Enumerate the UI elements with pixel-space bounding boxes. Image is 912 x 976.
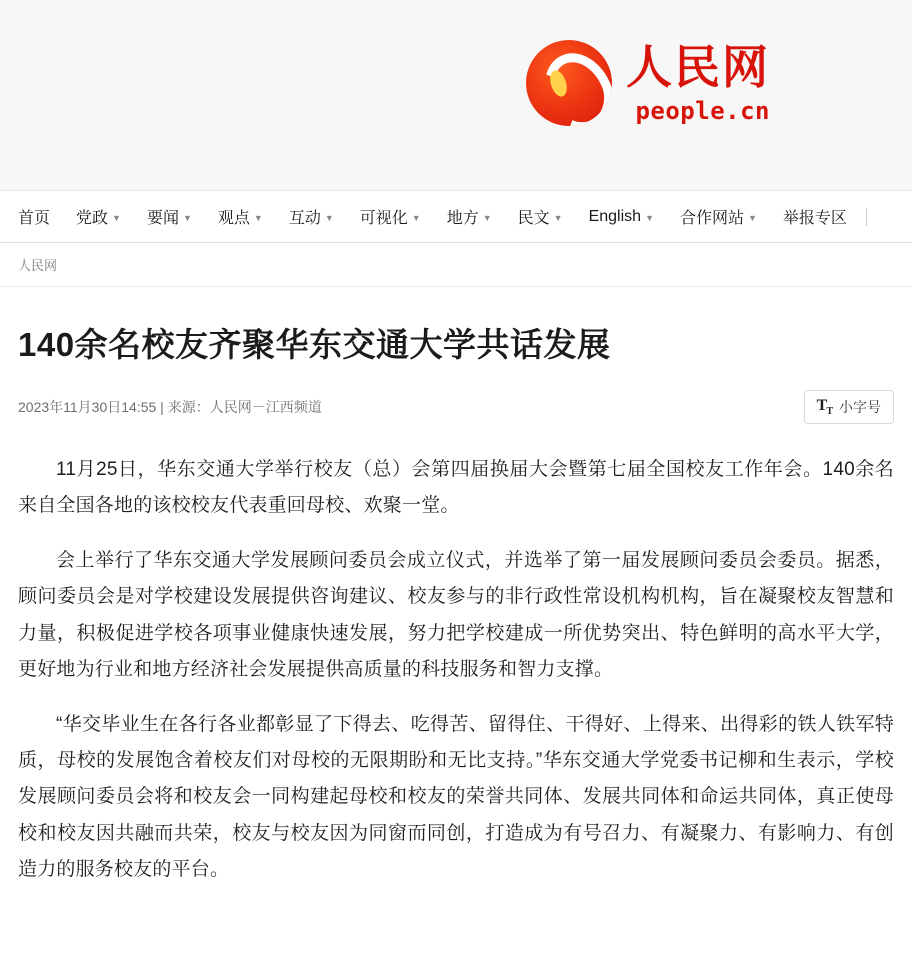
font-size-button[interactable]: [804, 390, 894, 424]
chevron-down-icon: ▼: [553, 212, 563, 223]
nav-item-label: 可视化: [359, 210, 408, 227]
chevron-down-icon: ▼: [112, 212, 121, 223]
font-size-button-label: 小字号: [839, 398, 881, 415]
breadcrumb-item-people[interactable]: 人民网: [18, 258, 58, 273]
people-cn-logo-icon: [526, 40, 612, 126]
page-title: 140余名校友齐聚华东交通大学共话发展: [18, 326, 611, 363]
site-logo[interactable]: [526, 40, 770, 126]
nav-item-label: 党政: [76, 210, 109, 227]
nav-item-label: 地方: [446, 210, 479, 227]
nav-item-dangzheng[interactable]: [63, 205, 134, 228]
logo-title-cn: 人民网: [626, 39, 770, 94]
article-body: [18, 452, 894, 889]
article-paragraph: 会上举行了华东交通大学发展顾问委员会成立仪式，并选举了第一届发展顾问委员会委员。据悉，顾问委员会是对学校建设发展提供咨询建议、校友参与的非行政性常设机构机构，旨在凝聚校友智慧和力量，积极促进学校各项事业健康快速发展，努力把学校建成一所优势突出、特色鲜明的高水平大学，更好地为行业和地方经济社会发展提供高质量的科技服务和智力支撑。: [18, 549, 894, 681]
site-header: [0, 0, 912, 191]
article-meta: 2023年11月30日14:55 | 来源：人民网－江西频道: [18, 398, 322, 415]
article-meta-row: [18, 390, 894, 434]
nav-item-keshihua[interactable]: [347, 205, 434, 228]
nav-item-label: 观点: [217, 210, 250, 227]
chevron-down-icon: ▼: [748, 212, 757, 223]
nav-divider: [866, 208, 867, 226]
logo-title-en: people.cn: [635, 96, 770, 125]
nav-item-label: 首页: [18, 210, 51, 227]
article: [0, 287, 912, 889]
nav-item-minwen[interactable]: [505, 205, 576, 228]
nav-item-label: English: [588, 207, 642, 225]
nav-item-home[interactable]: [14, 205, 63, 228]
chevron-down-icon: ▼: [324, 212, 334, 223]
chevron-down-icon: ▼: [411, 212, 421, 223]
chevron-down-icon: ▼: [645, 212, 654, 223]
main-nav: [0, 191, 912, 243]
nav-item-partner-sites[interactable]: [667, 205, 770, 228]
text-size-icon: $T_T$: [816, 396, 832, 417]
nav-item-yaowen[interactable]: [134, 205, 205, 228]
nav-item-english[interactable]: [576, 208, 667, 226]
nav-item-difang[interactable]: [434, 205, 505, 228]
nav-item-label: 民文: [517, 210, 550, 227]
nav-item-label: 合作网站: [679, 210, 744, 227]
article-paragraph: “华交毕业生在各行各业都彰显了下得去、吃得苦、留得住、干得好、上得来、出得彩的铁人铁军特质，母校的发展饱含着校友们对母校的无限期盼和无比支持。”华东交通大学党委书记柳和生表示，学校发展顾问委员会将和校友会一同构建起母校和校友的荣誉共同体、发展共同体和命运共同体，真正使母校和校友因共融而共荣，校友与校友因为同窗而同创，打造成为有号召力、有凝聚力、有影响力、有创造力的服务校友的平台。: [18, 713, 894, 881]
chevron-down-icon: ▼: [482, 212, 492, 223]
logo-text: [626, 39, 770, 125]
nav-item-report-zone[interactable]: [770, 205, 860, 228]
chevron-down-icon: ▼: [253, 212, 263, 223]
nav-item-label: 举报专区: [782, 210, 847, 227]
article-paragraph: 11月25日，华东交通大学举行校友（总）会第四届换届大会暨第七届全国校友工作年会。140余名来自全国各地的该校校友代表重回母校、欢聚一堂。: [18, 458, 894, 517]
nav-item-hudong[interactable]: [276, 205, 347, 228]
chevron-down-icon: ▼: [182, 212, 192, 223]
nav-item-label: 互动: [288, 210, 321, 227]
breadcrumb: [0, 243, 912, 287]
nav-item-label: 要闻: [146, 210, 179, 227]
nav-item-guandian[interactable]: [205, 205, 276, 228]
